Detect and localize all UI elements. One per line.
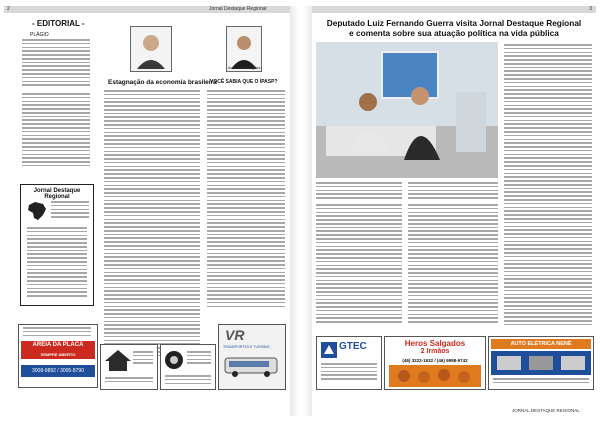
portrait-author-1 — [130, 26, 172, 72]
ad-vr-transportes — [218, 324, 286, 390]
ad-areia-title: AREIA DA PLACA — [32, 342, 84, 348]
portrait-author-2 — [226, 26, 262, 72]
office-photo-illustration — [316, 42, 498, 178]
left-page-number: 2 — [7, 6, 10, 12]
ad-areia-subtitle: SEMPRE ABERTO — [40, 352, 76, 357]
ad-tire-text — [187, 351, 211, 366]
article1-title: Estagnação da economia brasileira — [108, 79, 217, 86]
photo-caption-col1 — [316, 182, 402, 201]
ad-house-text — [133, 351, 153, 366]
ad-areia-banner — [21, 341, 95, 359]
ad-heros-subtitle: 2 Irmãos — [420, 348, 450, 355]
left-page — [4, 6, 290, 416]
ad-areia-phone: 3008-9892 / 3005-8790 — [21, 365, 95, 377]
masthead-title: Jornal Destaque Regional — [33, 188, 81, 200]
article-body-col1 — [316, 204, 402, 325]
ad-vr-subtitle: TRANSPORTES E TURISMO — [223, 345, 270, 349]
ad-house-contact — [105, 377, 153, 385]
portrait-caption-2: Antônio Rodrigues — [227, 65, 261, 70]
tire-icon — [163, 349, 185, 371]
masthead-staff-list — [27, 227, 87, 299]
ad-heros-title: Heros Salgados — [404, 339, 466, 348]
ad-tire-shop — [160, 344, 216, 390]
snacks-photo-icon — [389, 365, 481, 387]
ad-areia-da-placa — [18, 324, 98, 388]
editorial-text-block-1 — [22, 39, 90, 88]
house-icon — [103, 347, 133, 373]
right-footer: JORNAL DESTAQUE REGIONAL — [512, 408, 580, 413]
ad-vr-logo: VR — [225, 327, 245, 343]
article-body-col2 — [408, 204, 498, 325]
ad-areia-text — [23, 327, 91, 338]
right-page-number: 3 — [589, 6, 592, 12]
article-body-col3 — [504, 44, 592, 328]
editorial-heading: - EDITORIAL - — [32, 19, 85, 28]
ad-house-builder — [100, 344, 158, 390]
article2-title: VOCÊ SABIA QUE O IPASP? — [210, 79, 278, 85]
article-main-photo — [316, 42, 498, 178]
left-header-bar — [4, 6, 290, 13]
ad-auto-title: AUTO ELÉTRICA NENÊ — [491, 339, 591, 349]
ad-heros-salgados — [384, 336, 486, 390]
ad-tire-contact — [165, 375, 211, 386]
ad-auto-contact — [493, 378, 589, 386]
article-headline — [314, 18, 594, 38]
brazil-map-icon — [25, 199, 49, 223]
left-header-title: Jornal Destaque Regional — [209, 6, 267, 12]
right-header-bar — [312, 6, 596, 13]
editorial-text-block-2 — [22, 93, 90, 169]
ad-heros-phone: (46) 3222-1932 / (46) 9998-9742 — [402, 358, 468, 363]
ad-gtec — [316, 336, 382, 390]
masthead-box — [20, 184, 94, 306]
editorial-subheading: PLÁGIO — [30, 32, 49, 38]
bus-icon — [223, 355, 281, 379]
right-page — [312, 6, 596, 416]
portrait-caption-1: Paulo Roberto — [138, 65, 164, 70]
page-gutter — [290, 6, 312, 416]
car-parts-icon — [491, 351, 591, 375]
masthead-details — [51, 201, 89, 220]
article-headline-line1: Deputado Luiz Fernando Guerra visita Jornal Destaque Regional — [326, 18, 582, 28]
article2-text — [207, 90, 285, 309]
article-headline-line2: e comenta sobre sua atuação política na vida pública — [349, 28, 559, 38]
ad-gtec-title: GTEC — [339, 341, 367, 352]
gtec-logo-icon — [320, 341, 338, 359]
photo-caption-col2 — [408, 182, 498, 201]
article1-text — [104, 90, 200, 358]
ad-auto-eletrica — [488, 336, 594, 390]
ad-gtec-text — [321, 363, 377, 382]
